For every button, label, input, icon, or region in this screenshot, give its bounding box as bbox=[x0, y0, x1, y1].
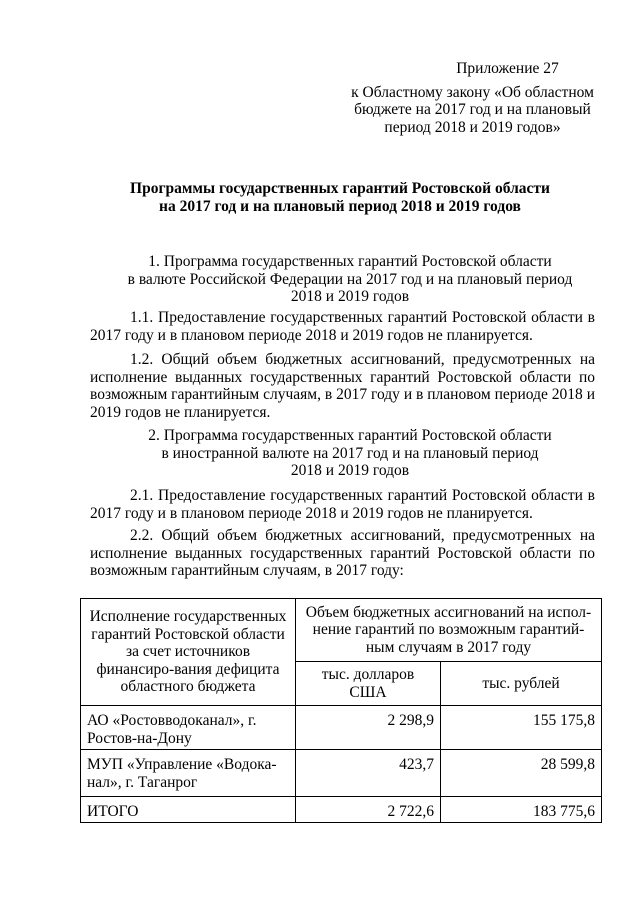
table-header-row bbox=[81, 599, 602, 662]
annex-number: Приложение 27 bbox=[456, 60, 559, 77]
table-total-row bbox=[81, 797, 602, 823]
row-usd-value: 2 298,9 bbox=[296, 706, 441, 750]
section-2-heading-line-2: в иностранной валюте на 2017 год и на плановый период bbox=[161, 444, 539, 462]
total-usd-value: 2 722,6 bbox=[296, 797, 441, 823]
title-line-1: Программы государственных гарантий Ростовской области bbox=[130, 180, 550, 197]
table-row bbox=[81, 706, 602, 750]
paragraph-1-1: 1.1. Предоставление государственных гарантий Ростовской области в 2017 году и в плановом периоде 2018 и 2019 годов не планируется. bbox=[90, 309, 595, 344]
document-title bbox=[90, 180, 590, 215]
total-rub-value: 183 775,6 bbox=[441, 797, 602, 823]
section-2-heading bbox=[90, 427, 610, 480]
paragraph-2-2: 2.2. Общий объем бюджетных ассигнований, предусмотренных на исполнение выданных государственных гарантий Ростовской области по возможным гарантийным случаям, в 2017 году: bbox=[90, 527, 595, 579]
paragraph-1-2: 1.2. Общий объем бюджетных ассигнований, предусмотренных на исполнение выданных государственных гарантий Ростовской области по возможным гарантийным случаям, в 2017 году и в плановом периоде 2018 и 2019 годов не планируется. bbox=[90, 351, 595, 421]
annex-block bbox=[340, 60, 605, 136]
column-header-group: Объем бюджетных ассигнований на испол-нение гарантий по возможным гарантий-ным случаям в 2017 году bbox=[296, 599, 602, 662]
table-row bbox=[81, 750, 602, 797]
column-header-usd: тыс. долларов США bbox=[296, 662, 441, 706]
paragraph-2-1: 2.1. Предоставление государственных гарантий Ростовской области в 2017 году и в плановом периоде 2018 и 2019 годов не планируется. bbox=[90, 487, 595, 522]
row-rub-value: 155 175,8 bbox=[441, 706, 602, 750]
annex-reference: к Областному закону «Об областном бюджете на 2017 год и на плановый период 2018 и 2019 годов» bbox=[351, 83, 594, 136]
row-rub-value: 28 599,8 bbox=[441, 750, 602, 797]
title-line-2: на 2017 год и на плановый период 2018 и 2019 годов bbox=[159, 197, 521, 215]
row-name: МУП «Управление «Водока-нал», г. Таганрог bbox=[81, 750, 296, 797]
section-1-heading-line-2: в валюте Российской Федерации на 2017 год и на плановый период bbox=[127, 270, 573, 288]
column-header-rub: тыс. рублей bbox=[441, 662, 602, 706]
column-header-execution: Исполнение государственных гарантий Ростовской области за счет источников финансиро-вания дефицита областного бюджета bbox=[81, 599, 296, 706]
row-usd-value: 423,7 bbox=[296, 750, 441, 797]
section-2-heading-line-3: 2018 и 2019 годов bbox=[290, 462, 410, 479]
section-1-heading-line-1: 1. Программа государственных гарантий Ростовской области bbox=[148, 253, 552, 270]
row-name: АО «Ростовводоканал», г. Ростов-на-Дону bbox=[81, 706, 296, 750]
section-1-heading bbox=[90, 253, 610, 306]
section-1-heading-line-3: 2018 и 2019 годов bbox=[290, 288, 410, 305]
section-2-heading-line-1: 2. Программа государственных гарантий Ростовской области bbox=[148, 427, 552, 444]
total-label: ИТОГО bbox=[81, 797, 296, 823]
guarantees-table bbox=[80, 598, 602, 823]
